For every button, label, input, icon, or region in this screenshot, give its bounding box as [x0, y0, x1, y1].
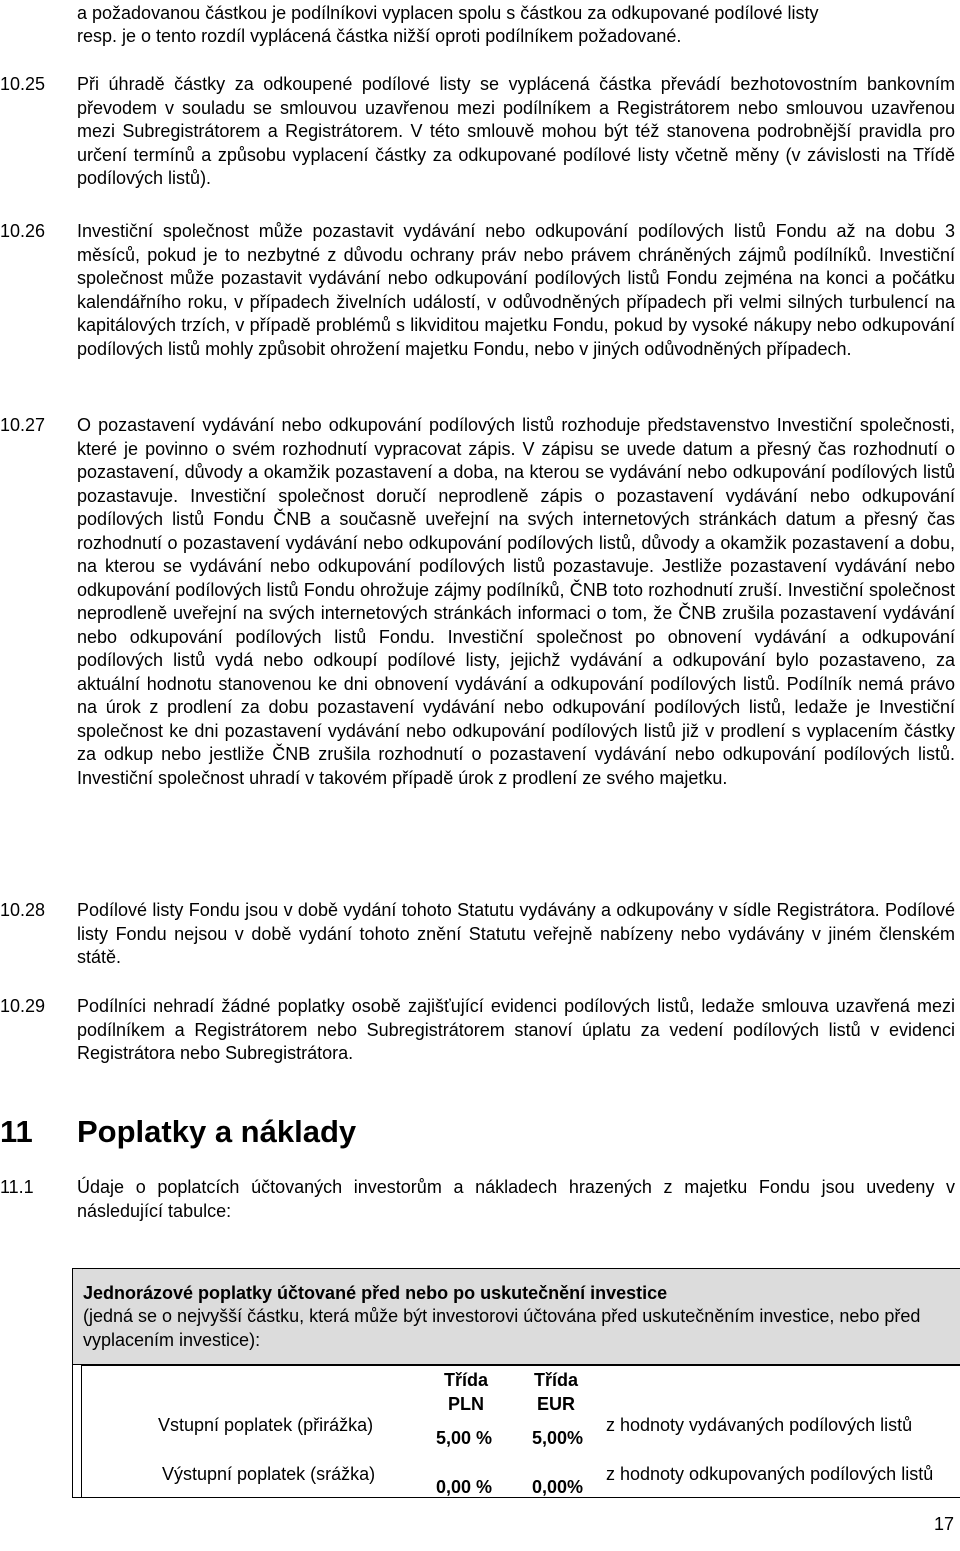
section-number: 10.25 [0, 74, 46, 94]
entry-fee-note: z hodnoty vydávaných podílových listů [606, 1415, 913, 1435]
entry-fee-pln: 5,00 % [436, 1428, 493, 1448]
fee-table-body [81, 1365, 960, 1498]
fee-table-subtitle: (jedná se o nejvyšší částku, která může být investorovi účtována před uskutečněním investice, nebo před vyplacením investice): [83, 1306, 921, 1350]
page-number: 17 [933, 1514, 954, 1534]
entry-fee-eur: 5,00% [532, 1428, 584, 1448]
section-text: Údaje o poplatcích účtovaných investorům a nákladech hrazených z majetku Fondu jsou uvedeny v následující tabulce: [77, 1177, 955, 1221]
exit-fee-note: z hodnoty odkupovaných podílových listů [606, 1464, 934, 1484]
fee-table-title: Jednorázové poplatky účtované před nebo po uskutečnění investice [83, 1283, 668, 1303]
section-number: 10.26 [0, 221, 46, 241]
chapter-title: Poplatky a náklady [77, 1114, 357, 1149]
fee-table [72, 1268, 960, 1498]
section-text: Investiční společnost může pozastavit vydávání nebo odkupování podílových listů Fondu až na dobu 3 měsíců, pokud je to nezbytné z důvodu ochrany práv nebo právem chráněných zájmů podílníků. Investiční společnost může pozastavit vydávání nebo odkupování podílových listů Fondu zejména na konci a počátku kalendářního roku, v případech živelních událostí, v odůvodněných případech při velmi silných turbulencí na kapitálových trzích, v případě problémů s likviditou majetku Fondu, pokud by vysoké nákupy nebo odkupování podílových listů mohly způsobit ohrožení majetku Fondu, nebo v jiných odůvodněných případech. [77, 221, 955, 359]
column-header-pln: Třída PLN [443, 1370, 488, 1414]
exit-fee-pln: 0,00 % [436, 1477, 493, 1497]
section-number: 10.27 [0, 415, 46, 435]
intro-line-2: resp. je o tento rozdíl vyplácená částka nižší oproti podílníkem požadované. [77, 26, 682, 46]
section-text: O pozastavení vydávání nebo odkupování podílových listů rozhoduje představenstvo Investiční společnosti, které je povinno o svém rozhodnutí vypracovat zápis. V zápisu se uvede datum a přesný čas rozhodnutí o pozastavení, důvody a okamžik pozastavení a doba, na kterou se vydávání nebo odkupování podílových listů pozastavuje. Investiční společnost doručí neprodleně zápis o pozastavení vydávání nebo odkupování podílových listů Fondu ČNB a současně uveřejní na svých internetových stránkách datum a přesný čas rozhodnutí o pozastavení vydávání nebo odkupování podílových listů, důvody a okamžik pozastavení a dobu, na kterou se vydávání nebo odkupování podílových listů pozastavuje. Jestliže pozastavení vydávání nebo odkupování podílových listů Fondu ohrožuje zájmy podílníků, ČNB toto rozhodnutí zruší. Investiční společnost neprodleně uveřejní na svých internetových stránkách informaci o tom, že ČNB zrušila pozastavení vydávání nebo odkupování podílových listů Fondu. Investiční společnost po obnovení vydávání a odkupování podílových listů vydá nebo odkoupí podílové listy, jejichž vydávání a odkupování bylo pozastaveno, za aktuální hodnotu stanovenou ke dni obnovení vydávání a odkupování podílových listů. Podílník nemá právo na úrok z prodlení za dobu pozastavení vydávání nebo odkupování podílových listů, ledaže je Investiční společnost ke dni pozastavení vydávání nebo odkupování podílových listů již v prodlení s vyplacením částky za odkup nebo jestliže ČNB zrušila rozhodnutí o pozastavení vydávání nebo odkupování podílových listů. Investiční společnost uhradí v takovém případě úrok z prodlení ze svého majetku. [77, 415, 955, 788]
row-label-entry-fee: Vstupní poplatek (přirážka) [158, 1415, 374, 1435]
section-text: Podílníci nehradí žádné poplatky osobě zajišťující evidenci podílových listů, ledaže smlouva uzavřená mezi podílníkem a Registrátorem nebo Subregistrátorem stanoví úplatu za vedení podílových listů v evidenci Registrátora nebo Subregistrátora. [77, 996, 955, 1063]
section-number: 11.1 [0, 1177, 34, 1197]
section-number: 10.29 [0, 996, 46, 1016]
section-text: Při úhradě částky za odkoupené podílové listy se vyplácená částka převádí bezhotovostním bankovním převodem v souladu se smlouvou uzavřenou mezi podílníkem a Registrátorem nebo smlouvou uzavřenou mezi Subregistrátorem a Registrátorem. V této smlouvě mohou být též stanovena podrobnější pravidla pro určení termínů a způsobu vyplacení částky za odkupované podílové listy včetně měny (v závislosti na Třídě podílových listů). [77, 74, 955, 188]
intro-line-1: a požadovanou částkou je podílníkovi vyplacen spolu s částkou za odkupované podílové listy [77, 3, 819, 23]
section-number: 10.28 [0, 900, 46, 920]
chapter-number: 11 [0, 1114, 33, 1149]
exit-fee-eur: 0,00% [532, 1477, 584, 1497]
fee-table-header [73, 1269, 960, 1365]
section-text: Podílové listy Fondu jsou v době vydání tohoto Statutu vydávány a odkupovány v sídle Registrátora. Podílové listy Fondu nejsou v době vydání tohoto znění Statutu veřejně nabízeny nebo vydávány v jiném členském státě. [77, 900, 955, 967]
row-label-exit-fee: Výstupní poplatek (srážka) [162, 1464, 376, 1484]
chapter-heading [0, 1112, 357, 1152]
column-header-eur: Třída EUR [533, 1370, 578, 1414]
